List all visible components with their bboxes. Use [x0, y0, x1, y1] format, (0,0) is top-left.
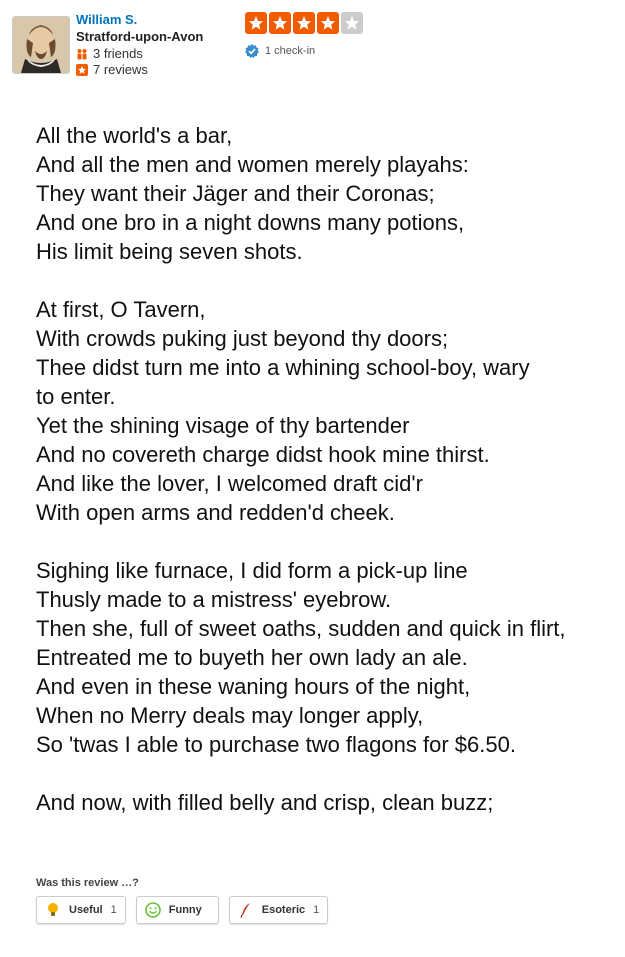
star-icon — [341, 12, 363, 34]
poem-stanza — [36, 556, 596, 759]
user-location: Stratford-upon-Avon — [76, 29, 204, 44]
review-star-icon — [76, 64, 88, 76]
poem-line: Thusly made to a mistress' eyebrow. — [36, 587, 392, 612]
checkin-info — [245, 44, 363, 58]
poem-stanza — [36, 788, 596, 817]
poem-line: Thee didst turn me into a whining school-boy, wary — [36, 355, 530, 380]
review-header — [12, 12, 612, 92]
poem-line: And like the lover, I welcomed draft cid'r — [36, 471, 423, 496]
poem-line: And now, with filled belly and crisp, clean buzz; — [36, 790, 494, 815]
user-name-link[interactable]: William S. — [76, 12, 138, 27]
useful-label: Useful — [69, 904, 103, 916]
verified-check-icon — [245, 44, 259, 58]
poem-line: When no Merry deals may longer apply, — [36, 703, 424, 728]
poem-line: Entreated me to buyeth her own lady an ale. — [36, 645, 468, 670]
friends-stat — [76, 46, 203, 62]
friends-icon — [76, 48, 88, 60]
funny-label: Funny — [168, 904, 202, 916]
review-text — [36, 121, 596, 846]
vote-buttons — [36, 896, 328, 924]
star-rating — [245, 12, 363, 34]
lightbulb-icon — [45, 902, 61, 918]
poem-line: And all the men and women merely playahs: — [36, 152, 469, 177]
useful-count: 1 — [110, 904, 117, 916]
poem-line: And even in these waning hours of the night, — [36, 674, 471, 699]
poem-line: His limit being seven shots. — [36, 239, 303, 264]
poem-line: to enter. — [36, 384, 116, 409]
poem-line: Yet the shining visage of thy bartender — [36, 413, 410, 438]
poem-line: All the world's a bar, — [36, 123, 233, 148]
reviews-stat — [76, 62, 203, 78]
poem-line: So 'twas I able to purchase two flagons for $6.50. — [36, 732, 516, 757]
poem-line: And one bro in a night downs many potions, — [36, 210, 465, 235]
review-rating — [245, 12, 363, 58]
star-icon — [293, 12, 315, 34]
esoteric-count: 1 — [313, 904, 320, 916]
star-icon — [269, 12, 291, 34]
reviews-count: 7 reviews — [93, 62, 148, 77]
poem-stanza — [36, 295, 596, 527]
poem-line: And no covereth charge didst hook mine thirst. — [36, 442, 490, 467]
poem-line: They want their Jäger and their Coronas; — [36, 181, 435, 206]
poem-line: With crowds puking just beyond thy doors; — [36, 326, 449, 351]
poem-stanza — [36, 121, 596, 266]
star-icon — [245, 12, 267, 34]
star-icon — [317, 12, 339, 34]
vote-question: Was this review …? — [36, 877, 139, 889]
checkin-count: 1 check-in — [265, 45, 316, 57]
poem-line: With open arms and redden'd cheek. — [36, 500, 395, 525]
user-avatar[interactable] — [12, 16, 70, 74]
esoteric-label: Esoteric — [261, 904, 306, 916]
funny-button[interactable] — [136, 896, 219, 924]
esoteric-button[interactable] — [229, 896, 329, 924]
quill-icon — [238, 902, 254, 918]
poem-line: Sighing like furnace, I did form a pick-up line — [36, 558, 468, 583]
poem-line: Then she, full of sweet oaths, sudden and quick in flirt, — [36, 616, 566, 641]
useful-button[interactable] — [36, 896, 126, 924]
poem-line: At first, O Tavern, — [36, 297, 206, 322]
smiley-icon — [145, 902, 161, 918]
user-info — [76, 12, 203, 78]
friends-count: 3 friends — [93, 46, 143, 61]
